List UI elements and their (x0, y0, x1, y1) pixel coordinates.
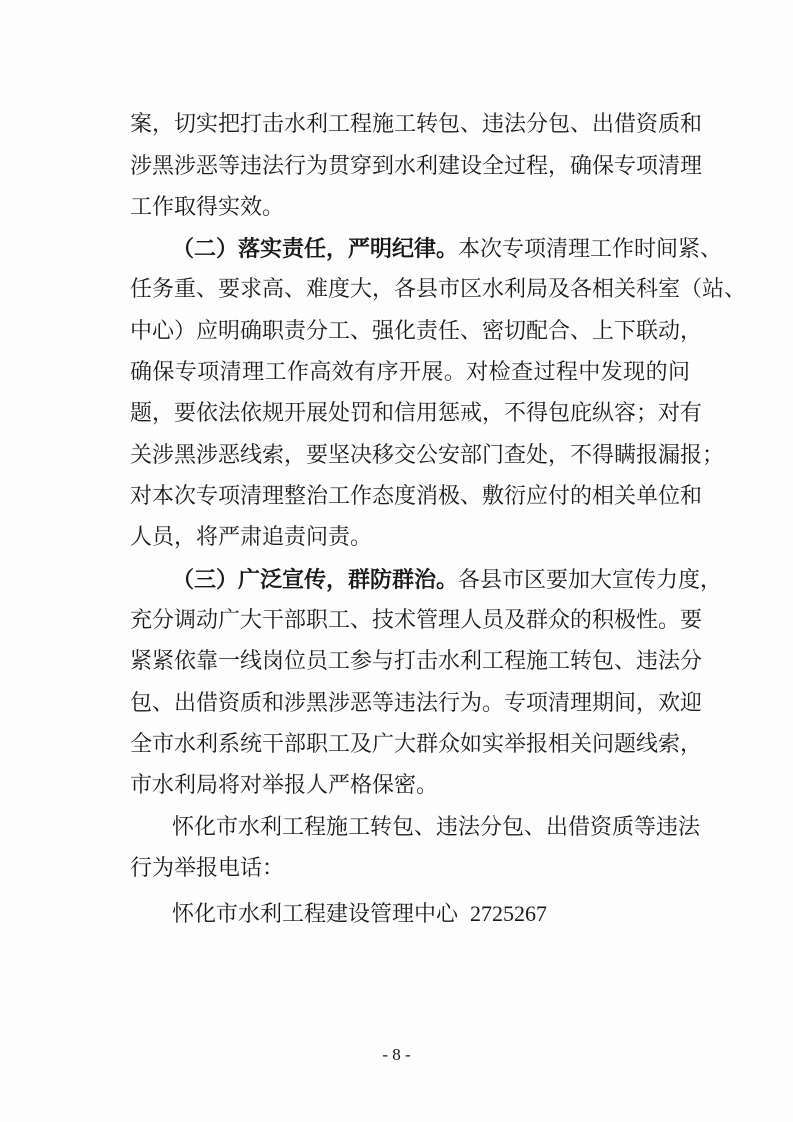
paragraph-line: 关涉黑涉恶线索，要坚决移交公安部门查处，不得瞒报漏报； (130, 443, 725, 468)
section-2-heading: （二）落实责任，严明纪律。 (172, 236, 459, 262)
paragraph-line: 任务重、要求高、难度大，各县市区水利局及各相关科室（站、 (130, 277, 747, 302)
section-3-first-line-text: 各县市区要加大宣传力度， (458, 568, 723, 593)
hotline-number: 2725267 (470, 901, 548, 926)
paragraph-line: 紧紧依靠一线岗位员工参与打击水利工程施工转包、违法分 (130, 649, 703, 674)
section-2-first-line (172, 232, 723, 266)
hotline-intro-line: 怀化市水利工程施工转包、违法分包、出借资质等违法 (172, 815, 701, 840)
paragraph-line: 中心）应明确职责分工、强化责任、密切配合、上下联动， (130, 319, 703, 344)
paragraph-line: 涉黑涉恶等违法行为贯穿到水利建设全过程，确保专项清理 (130, 154, 703, 179)
paragraph-line: 确保专项清理工作高效有序开展。对检查过程中发现的问 (130, 360, 690, 385)
paragraph-line: 工作取得实效。 (130, 195, 285, 220)
section-2-first-line-text: 本次专项清理工作时间紧、 (458, 237, 723, 262)
paragraph-line: 市水利局将对举报人严格保密。 (130, 773, 439, 798)
paragraph-line: 包、出借资质和涉黑涉恶等违法行为。专项清理期间，欢迎 (130, 691, 703, 716)
hotline-contact (172, 897, 547, 931)
section-3-first-line (172, 563, 723, 597)
section-3-heading: （三）广泛宣传，群防群治。 (172, 567, 459, 593)
paragraph-line: 全市水利系统干部职工及广大群众如实举报相关问题线索， (130, 732, 703, 757)
page-number: - 8 - (382, 1045, 411, 1064)
paragraph-line: 充分调动广大干部职工、技术管理人员及群众的积极性。要 (130, 608, 703, 633)
paragraph-line: 对本次专项清理整治工作态度消极、敷衍应付的相关单位和 (130, 484, 703, 509)
paragraph-line: 案，切实把打击水利工程施工转包、违法分包、出借资质和 (130, 112, 703, 137)
hotline-intro-line: 行为举报电话： (130, 856, 285, 881)
paragraph-line: 题，要依法依规开展处罚和信用惩戒，不得包庇纵容；对有 (130, 401, 703, 426)
hotline-org: 怀化市水利工程建设管理中心 (172, 902, 459, 927)
paragraph-line: 人员，将严肃追责问责。 (130, 525, 373, 550)
